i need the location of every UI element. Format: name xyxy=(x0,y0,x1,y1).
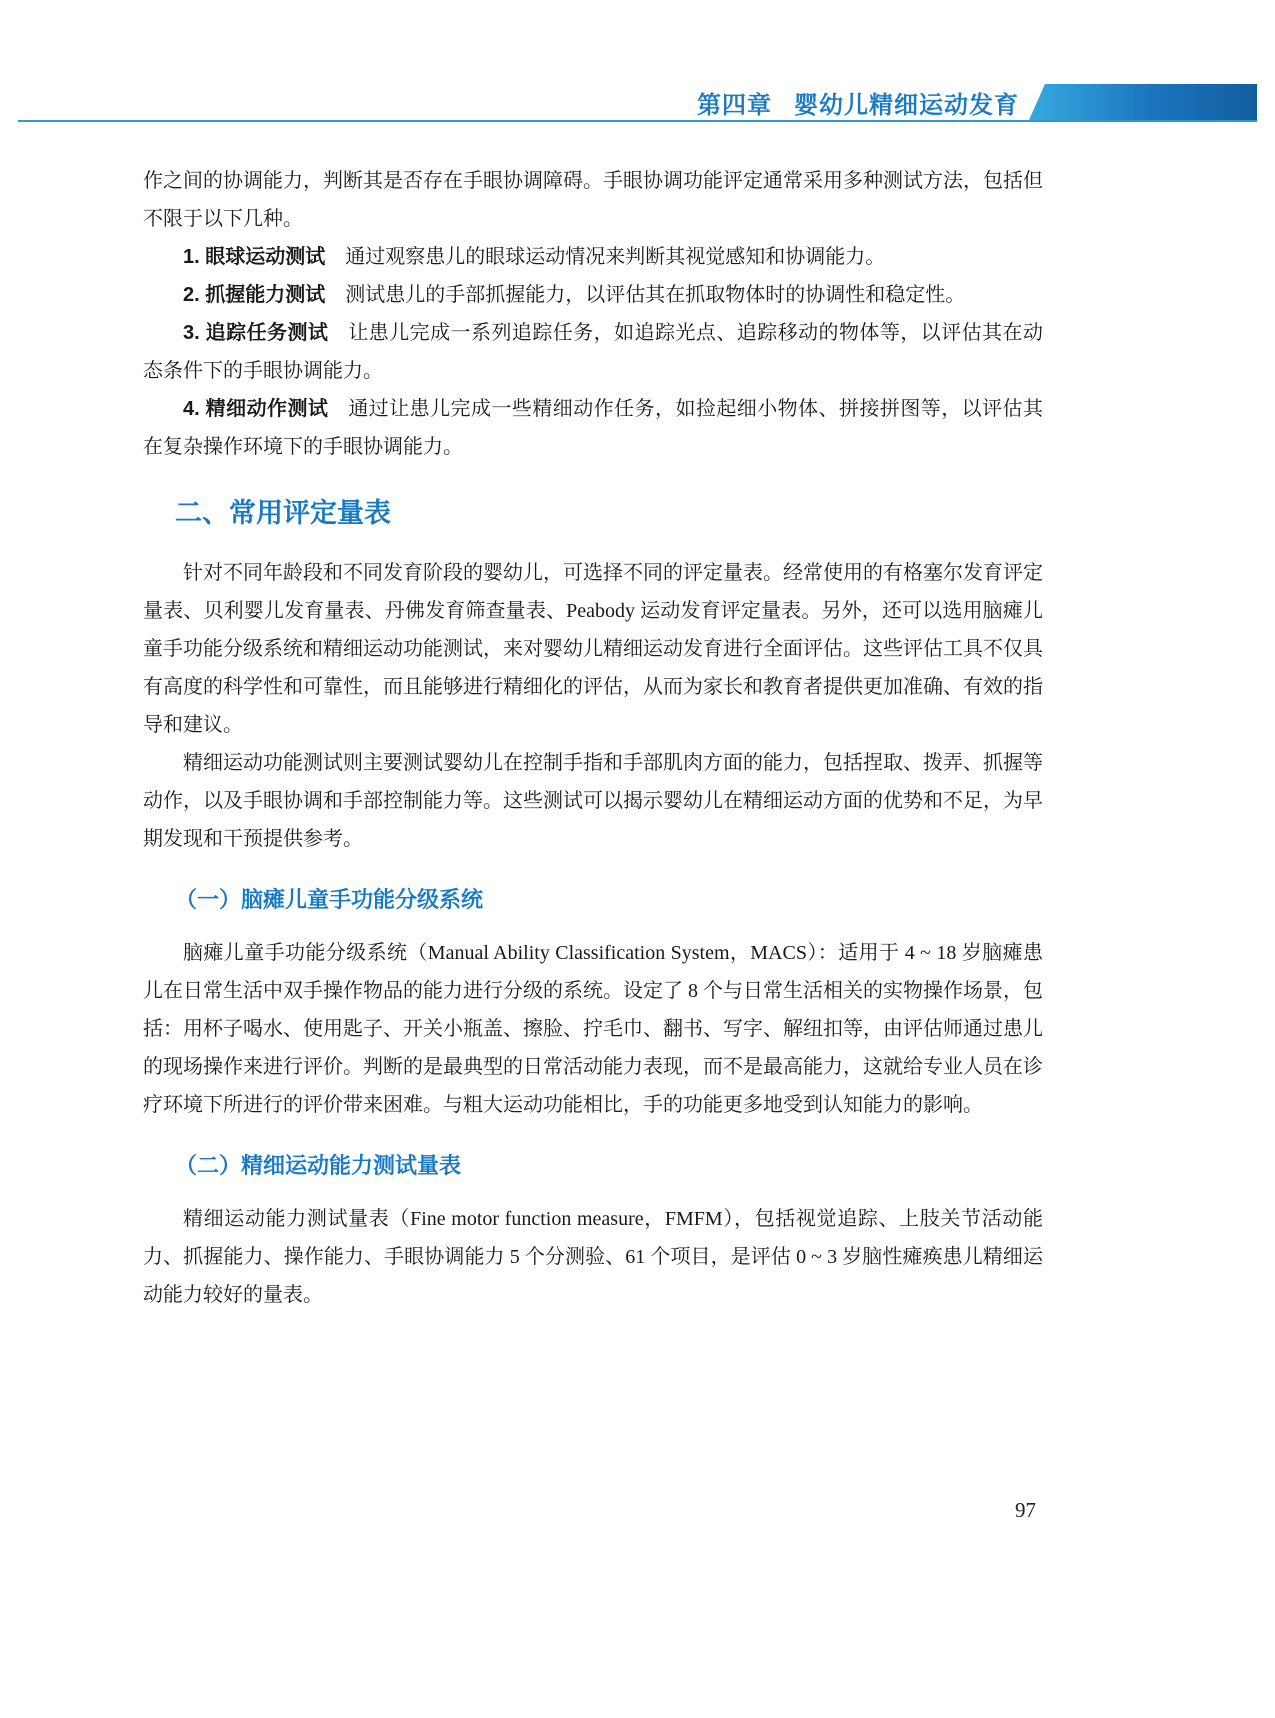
continuation-paragraph: 作之间的协调能力，判断其是否存在手眼协调障碍。手眼协调功能评定通常采用多种测试方法，包括但不限于以下几种。 xyxy=(143,170,1043,230)
page-header xyxy=(697,84,1257,120)
body-paragraph: 精细运动功能测试则主要测试婴幼儿在控制手指和手部肌肉方面的能力，包括捏取、拨弄、抓握等动作，以及手眼协调和手部控制能力等。这些测试可以揭示婴幼儿在精细运动方面的优势和不足，为早期发现和干预提供参考。 xyxy=(143,752,1043,850)
header-rule xyxy=(18,120,1257,122)
list-item xyxy=(143,238,1043,276)
list-item-text: 测试患儿的手部抓握能力，以评估其在抓取物体时的协调性和稳定性。 xyxy=(345,284,966,306)
list-item-text: 通过让患儿完成一些精细动作任务，如捡起细小物体、拼接拼图等，以评估其在复杂操作环境下的手眼协调能力。 xyxy=(143,398,1043,458)
sub-heading: （一）脑瘫儿童手功能分级系统 xyxy=(175,887,484,912)
body-paragraph: 精细运动能力测试量表（Fine motor function measure，FMFM），包括视觉追踪、上肢关节活动能力、抓握能力、操作能力、手眼协调能力 5 个分测验、61 个项目，是评估 0 ~ 3 岁脑性瘫痪患儿精细运动能力较好的量表。 xyxy=(143,1208,1043,1306)
list-item xyxy=(143,314,1043,390)
list-item-label: 1. 眼球运动测试 xyxy=(183,246,326,268)
page-body xyxy=(143,162,1043,1314)
body-paragraph: 针对不同年龄段和不同发育阶段的婴幼儿，可选择不同的评定量表。经常使用的有格塞尔发育评定量表、贝利婴儿发育量表、丹佛发育筛查量表、Peabody 运动发育评定量表。另外，还可以选用脑瘫儿童手功能分级系统和精细运动功能测试，来对婴幼儿精细运动发育进行全面评估。这些评估工具不仅具有高度的科学性和可靠性，而且能够进行精细化的评估，从而为家长和教育者提供更加准确、有效的指导和建议。 xyxy=(143,562,1043,736)
page-number: 97 xyxy=(1015,1498,1036,1522)
list-item xyxy=(143,276,1043,314)
list-item-label: 2. 抓握能力测试 xyxy=(183,284,326,306)
list-item-label: 3. 追踪任务测试 xyxy=(183,322,329,344)
sub-heading: （二）精细运动能力测试量表 xyxy=(175,1153,462,1178)
chapter-title: 婴幼儿精细运动发育 xyxy=(794,91,1019,119)
header-accent-bar xyxy=(1029,84,1257,120)
list-item-text: 让患儿完成一系列追踪任务，如追踪光点、追踪移动的物体等，以评估其在动态条件下的手眼协调能力。 xyxy=(143,322,1043,382)
section-heading: 二、常用评定量表 xyxy=(175,498,391,528)
chapter-heading xyxy=(697,85,1019,120)
body-paragraph: 脑瘫儿童手功能分级系统（Manual Ability Classification System，MACS）：适用于 4 ~ 18 岁脑瘫患儿在日常生活中双手操作物品的能力进行分级的系统。设定了 8 个与日常生活相关的实物操作场景，包括：用杯子喝水、使用匙子、开关小瓶盖、擦脸、拧毛巾、翻书、写字、解纽扣等，由评估师通过患儿的现场操作来进行评价。判断的是最典型的日常活动能力表现，而不是最高能力，这就给专业人员在诊疗环境下所进行的评价带来困难。与粗大运动功能相比，手的功能更多地受到认知能力的影响。 xyxy=(143,942,1043,1116)
list-item-label: 4. 精细动作测试 xyxy=(183,398,329,420)
list-item-text: 通过观察患儿的眼球运动情况来判断其视觉感知和协调能力。 xyxy=(345,246,886,268)
list-item xyxy=(143,390,1043,466)
chapter-label: 第四章 xyxy=(697,91,772,119)
